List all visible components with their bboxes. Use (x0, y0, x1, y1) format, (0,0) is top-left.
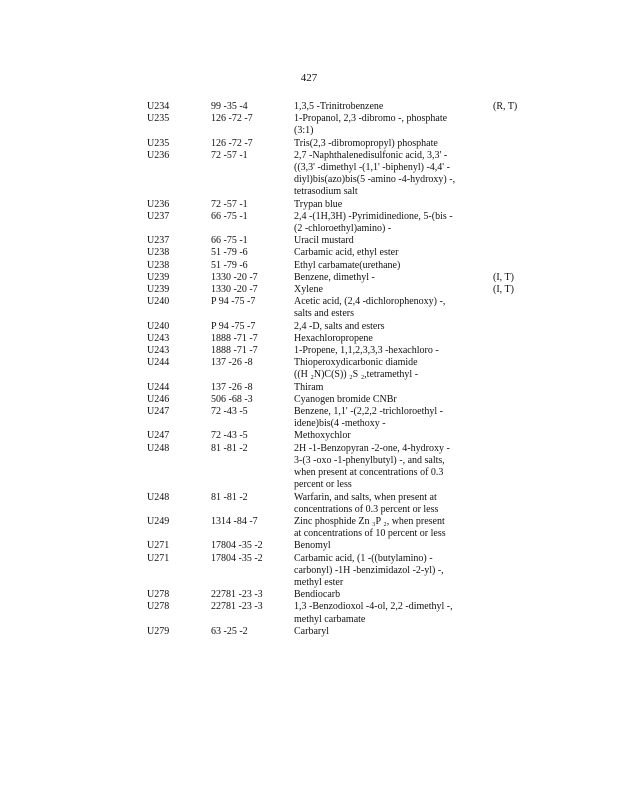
cas-number: 72 -57 -1 (211, 149, 248, 161)
cas-number: 137 -26 -8 (211, 381, 253, 393)
table-row (147, 138, 527, 150)
cas-number: 66 -75 -1 (211, 235, 248, 247)
waste-code: U247 (147, 406, 170, 418)
waste-code: U235 (147, 113, 170, 125)
hazard-code: (I, T) (493, 284, 514, 296)
substance-name-line: Uracil mustard (294, 235, 354, 247)
cas-number: P 94 -75 -7 (211, 296, 256, 308)
substance-name-line: percent or less (294, 479, 352, 491)
cas-number: 81 -81 -2 (211, 491, 248, 503)
table-row (147, 516, 527, 540)
waste-code: U244 (147, 381, 170, 393)
cas-number: 66 -75 -1 (211, 210, 248, 222)
table-row (147, 211, 527, 235)
substance-name (294, 516, 484, 540)
substance-name-line: idene)bis(4 -methoxy - (294, 418, 386, 430)
substance-name-line: Trypan blue (294, 198, 343, 210)
substance-name (294, 235, 484, 247)
table-row (147, 382, 527, 394)
waste-code: U237 (147, 210, 170, 222)
table-row (147, 443, 527, 492)
waste-code: U235 (147, 137, 170, 149)
substance-name-line: Tris(2,3 -dibromopropyl) phosphate (294, 137, 438, 149)
waste-code: U238 (147, 247, 170, 259)
table-row (147, 272, 527, 284)
page-number: 427 (300, 72, 318, 84)
substance-name-line: Carbaryl (294, 625, 329, 637)
substance-name (294, 247, 484, 259)
substance-name-line: 3-(3 -oxo -1-phenylbutyl) -, and salts, (294, 454, 445, 466)
waste-code: U237 (147, 235, 170, 247)
waste-code: U240 (147, 296, 170, 308)
substance-name (294, 430, 484, 442)
table-row (147, 406, 527, 430)
substance-name-line: Benzene, 1,1' -(2,2,2 -trichloroethyl - (294, 406, 443, 418)
cas-number: 506 -68 -3 (211, 393, 253, 405)
substance-name-line: concentrations of 0.3 percent or less (294, 503, 439, 515)
waste-code: U236 (147, 198, 170, 210)
substance-name-line: Carbamic acid, (1 -((butylamino) - (294, 552, 433, 564)
substance-name-line: methyl carbamate (294, 613, 366, 625)
cas-number: 1888 -71 -7 (211, 345, 258, 357)
waste-code: U239 (147, 284, 170, 296)
substance-name (294, 345, 484, 357)
substance-name-line: ((3,3' -dimethyl -(1,1' -biphenyl) -4,4' - (294, 162, 450, 174)
table-row (147, 345, 527, 357)
substance-name-line: Zinc phosphide Zn ₃P ₂, when present (294, 515, 445, 527)
substance-name (294, 284, 484, 296)
waste-code: U278 (147, 601, 170, 613)
substance-name-line: when present at concentrations of 0.3 (294, 467, 444, 479)
cas-number: 81 -81 -2 (211, 442, 248, 454)
table-row (147, 150, 527, 199)
table-row (147, 540, 527, 552)
waste-code: U279 (147, 625, 170, 637)
substance-name-line: Methoxychlor (294, 430, 351, 442)
cas-number: 126 -72 -7 (211, 137, 253, 149)
substance-name-line: salts and esters (294, 308, 354, 320)
substance-name-line: Thioperoxydicarbonic diamide (294, 357, 418, 369)
substance-name-line: Thiram (294, 381, 324, 393)
table-row (147, 601, 527, 625)
table-row (147, 247, 527, 259)
substance-name-line: Bendiocarb (294, 589, 341, 601)
waste-code: U248 (147, 491, 170, 503)
substance-name (294, 443, 484, 492)
substance-name-line: 2H -1-Benzopyran -2-one, 4-hydroxy - (294, 442, 450, 454)
table-row (147, 333, 527, 345)
cas-number: 1888 -71 -7 (211, 332, 258, 344)
cas-number: 72 -57 -1 (211, 198, 248, 210)
cas-number: 51 -79 -6 (211, 247, 248, 259)
substance-name-line: 1,3 -Benzodioxol -4-ol, 2,2 -dimethyl -, (294, 601, 453, 613)
table-row (147, 199, 527, 211)
waste-code: U240 (147, 320, 170, 332)
table-row (147, 296, 527, 320)
table-row (147, 113, 527, 137)
substance-name (294, 492, 484, 516)
substance-name (294, 113, 484, 137)
table-row (147, 235, 527, 247)
substance-name (294, 589, 484, 601)
substance-name (294, 101, 484, 113)
substance-name (294, 321, 484, 333)
hazardous-waste-table (147, 101, 527, 638)
cas-number: 72 -43 -5 (211, 430, 248, 442)
substance-name-line: Acetic acid, (2,4 -dichlorophenoxy) -, (294, 296, 446, 308)
substance-name (294, 260, 484, 272)
substance-name (294, 211, 484, 235)
hazard-code: (I, T) (493, 271, 514, 283)
substance-name-line: Ethyl carbamate(urethane) (294, 259, 401, 271)
substance-name (294, 138, 484, 150)
substance-name-line: at concentrations of 10 percent or less (294, 528, 446, 540)
cas-number: 22781 -23 -3 (211, 589, 263, 601)
table-row (147, 357, 527, 381)
waste-code: U278 (147, 589, 170, 601)
substance-name-line: Xylene (294, 284, 323, 296)
waste-code: U243 (147, 332, 170, 344)
substance-name-line: Warfarin, and salts, when present at (294, 491, 437, 503)
substance-name (294, 626, 484, 638)
cas-number: 99 -35 -4 (211, 101, 248, 112)
hazard-code: (R, T) (493, 101, 518, 112)
cas-number: 137 -26 -8 (211, 357, 253, 369)
waste-code: U243 (147, 345, 170, 357)
table-row (147, 321, 527, 333)
substance-name-line: Benomyl (294, 540, 331, 552)
substance-name (294, 296, 484, 320)
substance-name-line: 1,3,5 -Trinitrobenzene (294, 101, 384, 112)
substance-name-line: Cyanogen bromide CNBr (294, 393, 397, 405)
substance-name (294, 406, 484, 430)
substance-name (294, 357, 484, 381)
table-row (147, 430, 527, 442)
cas-number: 126 -72 -7 (211, 113, 253, 125)
substance-name (294, 540, 484, 552)
substance-name (294, 150, 484, 199)
cas-number: P 94 -75 -7 (211, 320, 256, 332)
substance-name (294, 553, 484, 590)
cas-number: 1330 -20 -7 (211, 271, 258, 283)
waste-code: U247 (147, 430, 170, 442)
substance-name-line: methyl ester (294, 576, 344, 588)
table-row (147, 589, 527, 601)
substance-name-line: 1-Propanol, 2,3 -dibromo -, phosphate (294, 113, 448, 125)
substance-name-line: Carbamic acid, ethyl ester (294, 247, 399, 259)
cas-number: 17804 -35 -2 (211, 540, 263, 552)
substance-name-line: 2,4 -(1H,3H) -Pyrimidinedione, 5-(bis - (294, 210, 453, 222)
cas-number: 63 -25 -2 (211, 625, 248, 637)
substance-name-line: 2,7 -Naphthalenedisulfonic acid, 3,3' - (294, 149, 448, 161)
waste-code: U246 (147, 393, 170, 405)
cas-number: 1314 -84 -7 (211, 515, 258, 527)
waste-code: U271 (147, 552, 170, 564)
substance-name-line: (2 -chloroethyl)amino) - (294, 223, 392, 235)
table-row (147, 101, 527, 113)
substance-name-line: ((H ₂N)C(S)) ₂S ₂,tetramethyl - (294, 369, 419, 381)
table-row (147, 284, 527, 296)
substance-name-line: (3:1) (294, 125, 314, 137)
substance-name-line: carbonyl) -1H -benzimidazol -2-yl) -, (294, 564, 444, 576)
table-row (147, 260, 527, 272)
substance-name-line: Benzene, dimethyl - (294, 271, 375, 283)
substance-name (294, 394, 484, 406)
substance-name-line: diyl)bis(azo)bis(5 -amino -4-hydroxy) -, (294, 174, 456, 186)
table-row (147, 553, 527, 590)
substance-name (294, 199, 484, 211)
cas-number: 1330 -20 -7 (211, 284, 258, 296)
substance-name (294, 382, 484, 394)
substance-name-line: tetrasodium salt (294, 186, 358, 198)
table-row (147, 492, 527, 516)
cas-number: 72 -43 -5 (211, 406, 248, 418)
substance-name-line: Hexachloropropene (294, 332, 373, 344)
waste-code: U234 (147, 101, 170, 112)
waste-code: U271 (147, 540, 170, 552)
waste-code: U248 (147, 442, 170, 454)
waste-code: U249 (147, 515, 170, 527)
substance-name (294, 601, 484, 625)
waste-code: U236 (147, 149, 170, 161)
cas-number: 22781 -23 -3 (211, 601, 263, 613)
waste-code: U238 (147, 259, 170, 271)
cas-number: 17804 -35 -2 (211, 552, 263, 564)
substance-name-line: 1-Propene, 1,1,2,3,3,3 -hexachloro - (294, 345, 439, 357)
waste-code: U239 (147, 271, 170, 283)
table-row (147, 626, 527, 638)
table-row (147, 394, 527, 406)
substance-name-line: 2,4 -D, salts and esters (294, 320, 385, 332)
substance-name (294, 272, 484, 284)
cas-number: 51 -79 -6 (211, 259, 248, 271)
waste-code: U244 (147, 357, 170, 369)
substance-name (294, 333, 484, 345)
